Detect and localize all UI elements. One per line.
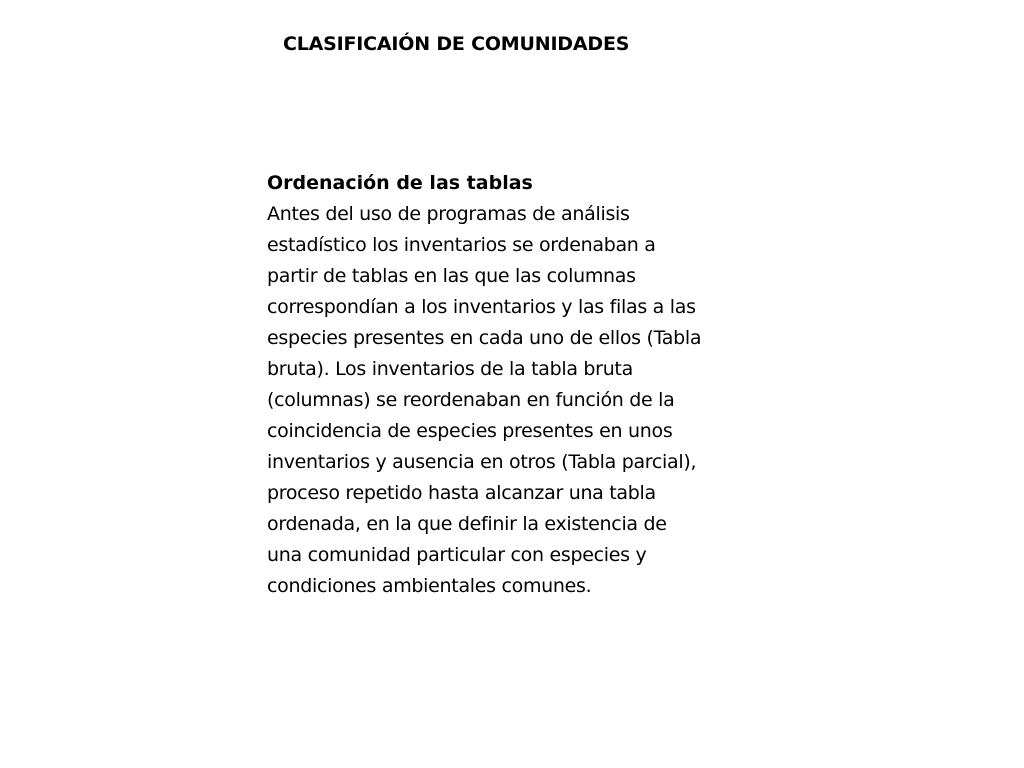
- body-line: especies presentes en cada uno de ellos (Tabla: [267, 327, 702, 349]
- slide-title: CLASIFICAIÓN DE COMUNIDADES: [283, 33, 630, 55]
- body-line: partir de tablas en las que las columnas: [267, 265, 636, 287]
- body-line: inventarios y ausencia en otros (Tabla parcial),: [267, 451, 697, 473]
- section-heading: Ordenación de las tablas: [267, 172, 533, 194]
- body-line: correspondían a los inventarios y las filas a las: [267, 296, 696, 318]
- body-line: ordenada, en la que definir la existencia de: [267, 513, 667, 535]
- body-line: Antes del uso de programas de análisis: [267, 203, 630, 225]
- body-line: una comunidad particular con especies y: [267, 544, 647, 566]
- body-line: (columnas) se reordenaban en función de la: [267, 389, 675, 411]
- body-line: estadístico los inventarios se ordenaban a: [267, 234, 656, 256]
- body-line: condiciones ambientales comunes.: [267, 575, 592, 597]
- body-line: coincidencia de especies presentes en unos: [267, 420, 673, 442]
- body-line: bruta). Los inventarios de la tabla bruta: [267, 358, 633, 380]
- text-block: [267, 168, 747, 602]
- body-line: proceso repetido hasta alcanzar una tabla: [267, 482, 656, 504]
